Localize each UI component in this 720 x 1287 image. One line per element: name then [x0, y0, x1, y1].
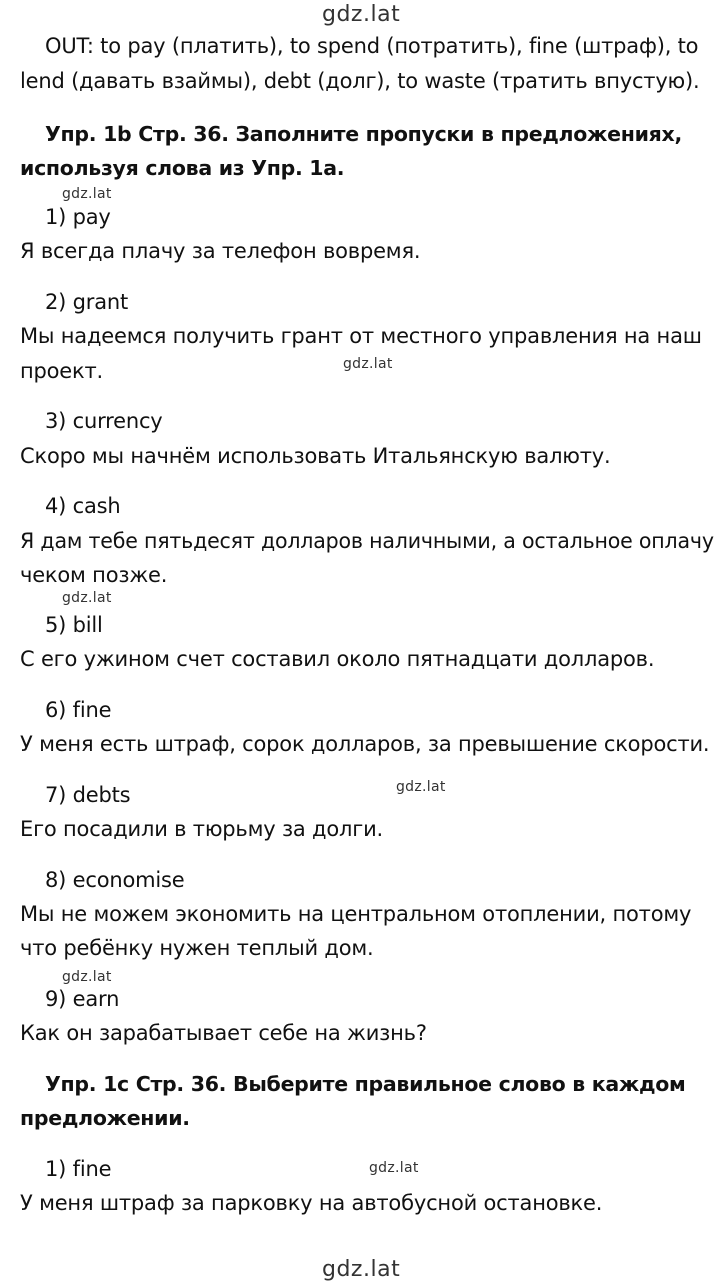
answer-sentence: чеком позже.	[20, 563, 168, 587]
answer-word: 9) earn	[45, 987, 120, 1011]
answer-sentence: Как он зарабатывает себе на жизнь?	[20, 1021, 427, 1045]
exercise-heading: Упр. 1c Стр. 36. Выберите правильное слово в каждом	[45, 1072, 686, 1096]
answer-word: 5) bill	[45, 613, 103, 637]
answer-word: 1) fine	[45, 1157, 112, 1181]
intro-line: lend (давать взаймы), debt (долг), to waste (тратить впустую).	[20, 69, 700, 93]
answer-word: 7) debts	[45, 783, 131, 807]
watermark: gdz.lat	[62, 186, 112, 202]
watermark: gdz.lat	[369, 1160, 419, 1176]
answer-word: 8) economise	[45, 868, 185, 892]
exercise-heading: Упр. 1b Стр. 36. Заполните пропуски в предложениях,	[45, 122, 682, 146]
watermark: gdz.lat	[396, 779, 446, 795]
watermark: gdz.lat	[62, 590, 112, 606]
watermark: gdz.lat	[322, 2, 401, 27]
answer-sentence: У меня есть штраф, сорок долларов, за превышение скорости.	[20, 732, 710, 756]
exercise-heading: предложении.	[20, 1106, 190, 1130]
watermark: gdz.lat	[322, 1257, 401, 1282]
watermark: gdz.lat	[62, 969, 112, 985]
answer-sentence: Мы не можем экономить на центральном отоплении, потому	[20, 902, 692, 926]
watermark: gdz.lat	[343, 356, 393, 372]
answer-sentence: что ребёнку нужен теплый дом.	[20, 936, 374, 960]
answer-sentence: проект.	[20, 359, 104, 383]
answer-sentence: Мы надеемся получить грант от местного управления на наш	[20, 324, 702, 348]
answer-word: 3) currency	[45, 409, 163, 433]
answer-sentence: Скоро мы начнём использовать Итальянскую валюту.	[20, 444, 611, 468]
exercise-heading: используя слова из Упр. 1а.	[20, 156, 345, 180]
answer-word: 1) pay	[45, 205, 111, 229]
answer-sentence: С его ужином счет составил около пятнадцати долларов.	[20, 647, 655, 671]
answer-sentence: У меня штраф за парковку на автобусной остановке.	[20, 1191, 603, 1215]
answer-sentence: Его посадили в тюрьму за долги.	[20, 817, 384, 841]
answer-sentence: Я всегда плачу за телефон вовремя.	[20, 239, 421, 263]
intro-line: OUT: to pay (платить), to spend (потратить), fine (штраф), to	[45, 34, 699, 58]
answer-sentence: Я дам тебе пятьдесят долларов наличными, а остальное оплачу	[20, 529, 714, 553]
answer-word: 4) cash	[45, 494, 121, 518]
answer-word: 2) grant	[45, 290, 129, 314]
answer-word: 6) fine	[45, 698, 112, 722]
